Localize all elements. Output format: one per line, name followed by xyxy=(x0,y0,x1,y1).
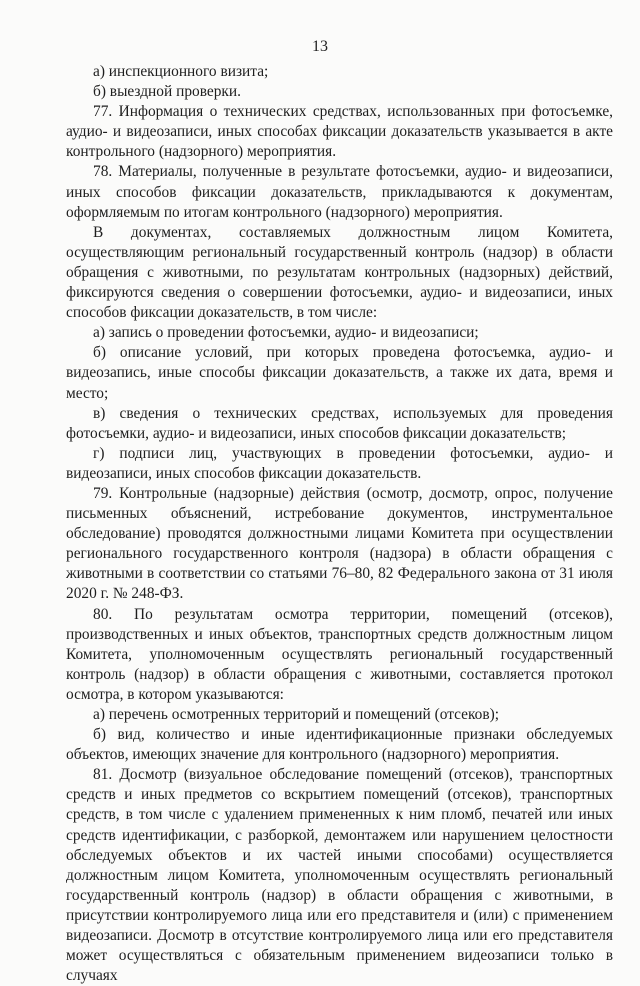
paragraph: В документах, составляемых должностным лицом Комитета, осуществляющим региональный государственный контроль (надзор) в области обращения с животными, по результатам контрольных (надзорных) действий, фиксируются сведения о совершении фотосъемки, аудио- и видеозаписи, иных способов фиксации доказательств, в том числе: xyxy=(66,223,613,322)
paragraph: а) перечень осмотренных территорий и помещений (отсеков); xyxy=(93,706,500,723)
paragraph: г) подписи лиц, участвующих в проведении фотосъемки, аудио- и видеозаписи, иных способов фиксации доказательств. xyxy=(66,444,613,482)
document-body xyxy=(66,62,613,986)
paragraph: а) запись о проведении фотосъемки, аудио- и видеозаписи; xyxy=(93,324,479,342)
paragraph: 78. Материалы, полученные в результате фотосъемки, аудио- и видеозаписи, иных способов фиксации доказательств, прикладываются к документам, оформляемым по итогам контрольного (надзорного) мероприятия. xyxy=(66,163,613,221)
paragraph: б) выездной проверки. xyxy=(93,83,241,101)
page-number: 13 xyxy=(312,38,328,55)
paragraph: в) сведения о технических средствах, используемых для проведения фотосъемки, аудио- и видеозаписи, иных способов фиксации доказательств; xyxy=(66,404,613,442)
paragraph: б) описание условий, при которых проведена фотосъемка, аудио- и видеозапись, иные способы фиксации доказательств, а также их дата, время и место; xyxy=(66,344,613,402)
paragraph: а) инспекционного визита; xyxy=(93,63,269,80)
paragraph: 81. Досмотр (визуальное обследование помещений (отсеков), транспортных средств и иных предметов со вскрытием помещений (отсеков), транспортных средств, в том числе с удалением примененных к ним пломб, печатей или иных средств идентификации, с разборкой, демонтажем или нарушением целостности обследуемых объектов и их частей иными способами) осуществляется должностным лицом Комитета, уполномоченным осуществлять региональный государственный контроль (надзор) в области обращения с животными, в присутствии контролируемого лица или его представителя и (или) с применением видеозаписи. Досмотр в отсутствие контролируемого лица или его представителя может осуществляться с обязательным применением видеозаписи только в случаях xyxy=(66,766,613,985)
paragraph: 79. Контрольные (надзорные) действия (осмотр, досмотр, опрос, получение письменных объяснений, истребование документов, инструментальное обследование) проводятся должностными лицами Комитета при осуществлении регионального государственного контроля (надзора) в области обращения с животными в соответствии со статьями 76–80, 82 Федерального закона от 31 июля 2020 г. № 248-ФЗ. xyxy=(66,484,613,603)
paragraph: 80. По результатам осмотра территории, помещений (отсеков), производственных и иных объектов, транспортных средств должностным лицом Комитета, уполномоченным осуществлять региональный государственный контроль (надзор) в области обращения с животными, составляется протокол осмотра, в котором указываются: xyxy=(66,605,613,703)
paragraph: б) вид, количество и иные идентификационные признаки обследуемых объектов, имеющих значение для контрольного (надзорного) мероприятия. xyxy=(66,726,613,764)
paragraph: 77. Информация о технических средствах, использованных при фотосъемке, аудио- и видеозаписи, иных способах фиксации доказательств указывается в акте контрольного (надзорного) мероприятия. xyxy=(66,103,613,161)
